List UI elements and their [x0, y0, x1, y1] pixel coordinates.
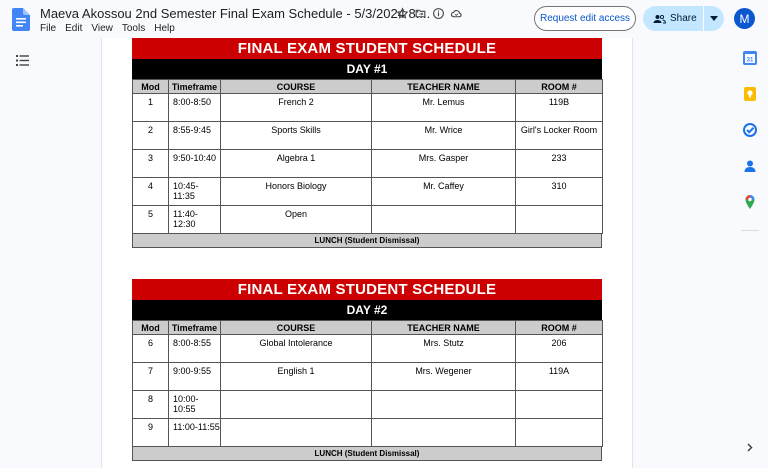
cell-room — [516, 391, 603, 419]
cell-course: Open — [221, 206, 372, 234]
cell-teacher: Mr. Lemus — [372, 94, 516, 122]
schedule-table — [132, 320, 603, 447]
maps-icon[interactable] — [743, 195, 757, 209]
cell-mod: 3 — [133, 150, 169, 178]
cell-teacher: Mrs. Gasper — [372, 150, 516, 178]
cell-time: 10:45-11:35 — [169, 178, 221, 206]
cell-time: 11:40-12:30 — [169, 206, 221, 234]
table-row — [133, 419, 603, 447]
table-row — [133, 206, 603, 234]
cell-mod: 5 — [133, 206, 169, 234]
table-row — [133, 335, 603, 363]
cell-teacher: Mr. Caffey — [372, 178, 516, 206]
cell-course — [221, 419, 372, 447]
cell-course: Algebra 1 — [221, 150, 372, 178]
cell-time: 11:00-11:55 — [169, 419, 221, 447]
tasks-icon[interactable] — [743, 123, 757, 137]
table-row — [133, 178, 603, 206]
contacts-icon[interactable] — [743, 159, 757, 173]
table-header-row — [133, 80, 603, 94]
column-header-teacher: TEACHER NAME — [372, 80, 516, 94]
schedule-table — [132, 79, 603, 234]
cell-course: French 2 — [221, 94, 372, 122]
info-icon[interactable] — [432, 7, 445, 20]
menu-tools[interactable]: Tools — [121, 23, 146, 34]
column-header-timeframe: Timeframe — [169, 80, 221, 94]
cell-mod: 4 — [133, 178, 169, 206]
cell-time: 8:55-9:45 — [169, 122, 221, 150]
share-options-button[interactable] — [704, 6, 724, 31]
cell-time: 8:00-8:55 — [169, 335, 221, 363]
lunch-row: LUNCH (Student Dismissal) — [132, 447, 602, 461]
cell-course: Global Intolerance — [221, 335, 372, 363]
column-header-timeframe: Timeframe — [169, 321, 221, 335]
cell-room: 233 — [516, 150, 603, 178]
column-header-course: COURSE — [221, 321, 372, 335]
cell-teacher — [372, 206, 516, 234]
table-header-row — [133, 321, 603, 335]
cell-room: 119B — [516, 94, 603, 122]
cell-teacher: Mrs. Wegener — [372, 363, 516, 391]
cell-time: 9:50-10:40 — [169, 150, 221, 178]
cell-mod: 7 — [133, 363, 169, 391]
menu-file[interactable]: File — [40, 23, 57, 34]
lunch-row: LUNCH (Student Dismissal) — [132, 234, 602, 248]
request-edit-access-button[interactable]: Request edit access — [534, 6, 636, 31]
cell-mod: 1 — [133, 94, 169, 122]
column-header-mod: Mod — [133, 321, 169, 335]
cell-room: Girl's Locker Room — [516, 122, 603, 150]
document-outline-icon[interactable] — [16, 55, 29, 66]
table-row — [133, 122, 603, 150]
chevron-down-icon — [710, 16, 718, 21]
account-avatar[interactable]: M — [734, 8, 755, 29]
cell-time: 8:00-8:50 — [169, 94, 221, 122]
google-docs-icon[interactable] — [12, 8, 30, 31]
chevron-right-icon[interactable] — [747, 443, 753, 452]
day-heading: DAY #2 — [132, 300, 602, 320]
menu-bar — [40, 23, 184, 34]
star-icon[interactable] — [396, 7, 409, 20]
column-header-room: ROOM # — [516, 80, 603, 94]
cell-course: English 1 — [221, 363, 372, 391]
table-row — [133, 94, 603, 122]
cell-teacher — [372, 419, 516, 447]
share-label: Share — [670, 13, 697, 24]
cell-room: 310 — [516, 178, 603, 206]
keep-icon[interactable] — [743, 87, 757, 101]
cell-room: 206 — [516, 335, 603, 363]
column-header-teacher: TEACHER NAME — [372, 321, 516, 335]
cloud-status-icon[interactable] — [450, 7, 463, 20]
schedule-banner: FINAL EXAM STUDENT SCHEDULE — [132, 38, 602, 59]
cell-course — [221, 391, 372, 419]
column-header-room: ROOM # — [516, 321, 603, 335]
cell-teacher: Mrs. Stutz — [372, 335, 516, 363]
cell-room: 119A — [516, 363, 603, 391]
menu-view[interactable]: View — [91, 23, 113, 34]
cell-teacher: Mr. Wrice — [372, 122, 516, 150]
menu-help[interactable]: Help — [154, 23, 175, 34]
document-title[interactable]: Maeva Akossou 2nd Semester Final Exam Schedule - 5/3/2024 8:... — [40, 6, 431, 21]
document-page[interactable] — [101, 38, 633, 468]
table-row — [133, 363, 603, 391]
cell-mod: 6 — [133, 335, 169, 363]
cell-mod: 9 — [133, 419, 169, 447]
table-row — [133, 150, 603, 178]
schedule-day-1 — [132, 38, 602, 248]
cell-time: 10:00-10:55 — [169, 391, 221, 419]
share-button-group — [643, 6, 724, 31]
side-panel-divider — [741, 230, 759, 231]
column-header-mod: Mod — [133, 80, 169, 94]
column-header-course: COURSE — [221, 80, 372, 94]
cell-course: Sports Skills — [221, 122, 372, 150]
cell-mod: 8 — [133, 391, 169, 419]
schedule-banner: FINAL EXAM STUDENT SCHEDULE — [132, 279, 602, 300]
calendar-icon[interactable] — [743, 51, 757, 65]
cell-teacher — [372, 391, 516, 419]
cell-room — [516, 419, 603, 447]
title-actions — [396, 7, 463, 20]
cell-room — [516, 206, 603, 234]
cell-mod: 2 — [133, 122, 169, 150]
share-button[interactable] — [643, 6, 704, 31]
cell-time: 9:00-9:55 — [169, 363, 221, 391]
people-icon — [653, 14, 666, 24]
table-row — [133, 391, 603, 419]
top-bar — [0, 0, 768, 38]
move-to-folder-icon[interactable] — [414, 7, 427, 20]
svg-text:31: 31 — [746, 57, 754, 64]
schedule-day-2 — [132, 279, 602, 461]
menu-edit[interactable]: Edit — [65, 23, 83, 34]
day-heading: DAY #1 — [132, 59, 602, 79]
cell-course: Honors Biology — [221, 178, 372, 206]
